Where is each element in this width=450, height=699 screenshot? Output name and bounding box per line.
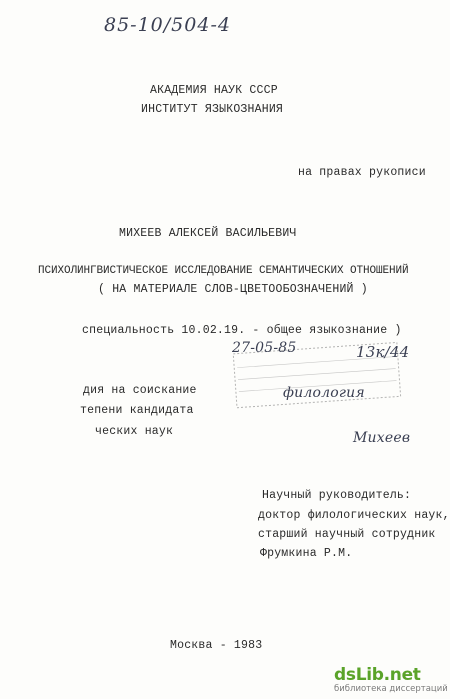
watermark-subtitle: библиотека диссертаций [334,684,448,694]
academy-name: АКАДЕМИЯ НАУК СССР [150,84,278,97]
title-line-2: ( НА МАТЕРИАЛЕ СЛОВ-ЦВЕТООБОЗНАЧЕНИЙ ) [98,283,368,296]
stamp-handwritten-word: филология [283,385,365,401]
supervisor-position: старший научный сотрудник [258,528,436,541]
watermark-logo: dsLib.net [334,665,421,685]
dissertation-line-2: тепени кандидата [80,404,194,417]
place-and-year: Москва - 1983 [170,639,263,652]
handwritten-catalog-number: 85-10/504-4 [104,14,231,36]
author-signature: Михеев [353,430,411,446]
institute-name: ИНСТИТУТ ЯЗЫКОЗНАНИЯ [141,103,284,116]
stamp-handwritten-code: 13к/44 [356,343,410,361]
stamp-handwritten-date: 27-05-85 [232,340,297,356]
author-name: МИХЕЕВ АЛЕКСЕЙ ВАСИЛЬЕВИЧ [119,227,297,240]
dslib-watermark[interactable] [334,665,448,695]
dissertation-line-3: ческих наук [95,425,174,438]
supervisor-label: Научный руководитель: [262,489,412,502]
supervisor-degree: доктор филологических наук, [258,509,450,522]
specialty-line: специальность 10.02.19. - общее языкознание ) [82,324,402,337]
supervisor-name: Фрумкина Р.М. [260,547,353,560]
dissertation-line-1: дия на соискание [83,384,197,397]
title-line-1: ПСИХОЛИНГВИСТИЧЕСКОЕ ИССЛЕДОВАНИЕ СЕМАНТИЧЕСКИХ ОТНОШЕНИЙ [38,265,409,277]
manuscript-rights-note: на правах рукописи [298,166,426,179]
